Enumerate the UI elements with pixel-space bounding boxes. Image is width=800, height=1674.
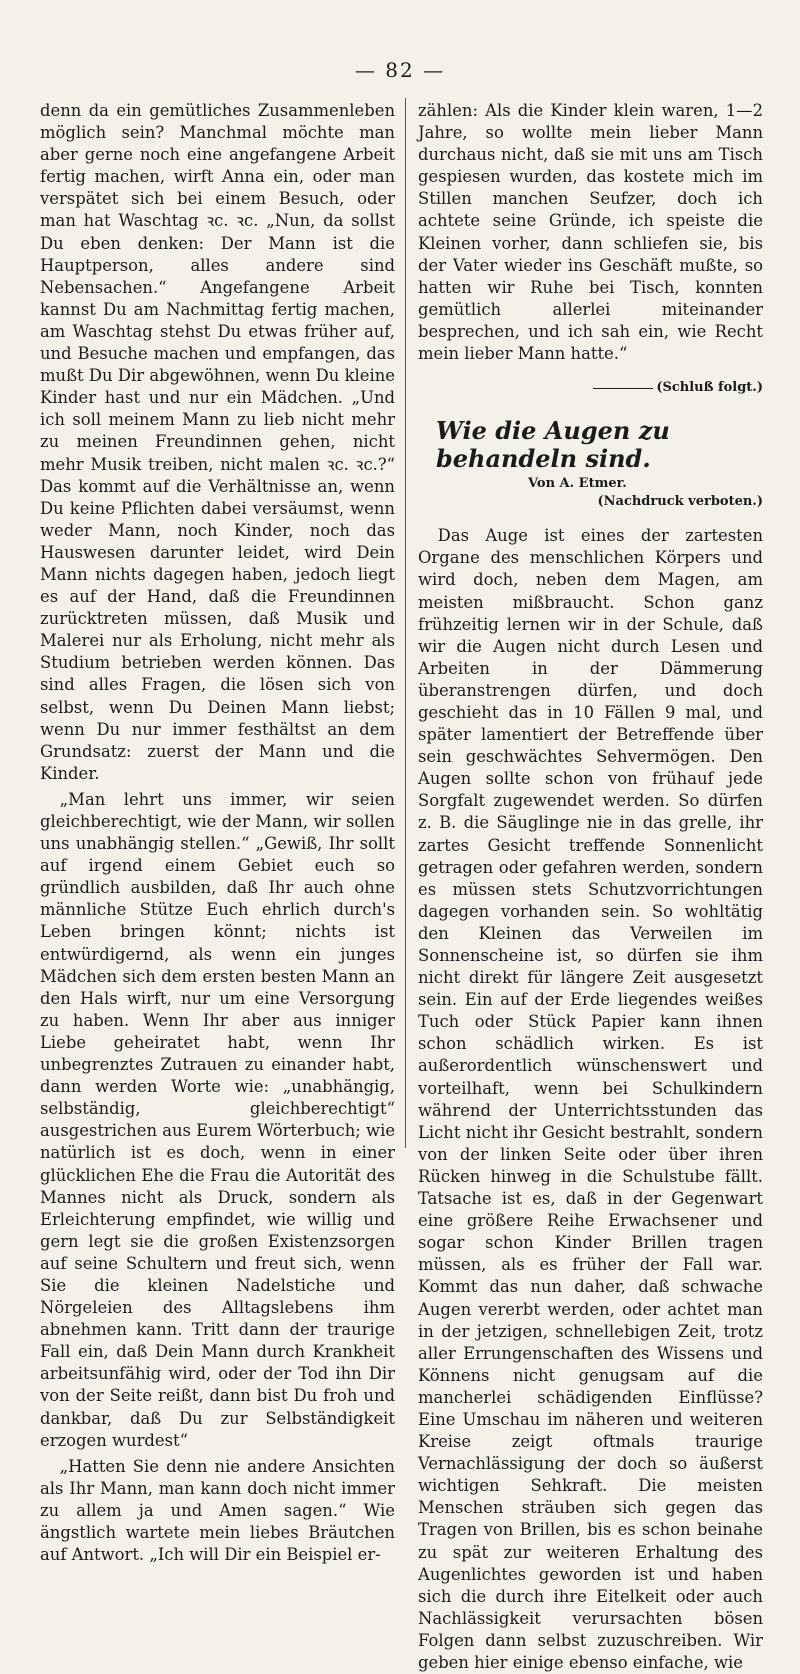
- paragraph: „Hatten Sie denn nie andere Ansichten als Ihr Mann, man kann doch nicht immer zu allem ja und Amen sagen.“ Wie ängstlich wartete mein liebes Bräutchen auf Antwort. „Ich will Dir ein Beispiel er-: [40, 1456, 395, 1565]
- article-title: Wie die Augen zu behandeln sind.: [436, 416, 670, 474]
- left-column: [40, 100, 395, 1566]
- right-column: [418, 100, 763, 1674]
- column-divider: [405, 98, 406, 1148]
- continued-note: (Schluß folgt.): [656, 380, 763, 396]
- paragraph: denn da ein gemütliches Zusammenleben möglich sein? Manchmal möchte man aber gerne noch eine angefangene Arbeit fertig machen, wirft Anna ein, oder man verspätet sich bei einem Besuch, oder man hat Waschtag ꝛc. ꝛc. „Nun, da sollst Du eben denken: Der Mann ist die Hauptperson, alles andere sind Nebensachen.“ Angefangene Arbeit kannst Du am Nachmittag fertig machen, am Waschtag stehst Du etwas früher auf, und Besuche machen und empfangen, das mußt Du Dir abgewöhnen, wenn Du kleine Kinder hast und nur ein Mädchen. „Und ich soll meinem Mann zu lieb nicht mehr zu meinen Freundinnen gehen, nicht mehr Musik treiben, nicht malen ꝛc. ꝛc.?“ Das kommt auf die Verhältnisse an, wenn Du keine Pflichten dabei versäumst, wenn weder Mann, noch Kinder, noch das Hauswesen darunter leidet, wird Dein Mann nichts dagegen haben, jedoch liegt es auf der Hand, daß die Freundinnen zurücktreten müssen, daß Musik und Malerei nur als Erholung, nicht mehr als Studium betrieben werden können. Das sind alles Fragen, die lösen sich von selbst, wenn Du Deinen Mann liebst; wenn Du nur immer festhältst an dem Grundsatz: zuerst der Mann und die Kinder.: [40, 101, 395, 783]
- section-end: [418, 377, 763, 399]
- article-body: Das Auge ist eines der zartesten Organe des menschlichen Körpers und wird doch, neben dem Magen, am meisten mißbraucht. Schon ganz frühzeitig lernen wir in der Schule, daß wir die Augen nicht durch Lesen und Arbeiten in der Dämmerung überanstrengen dürfen, und doch geschieht das in 10 Fällen 9 mal, und später lamentiert der Betreffende über sein geschwächtes Sehvermögen. Den Augen sollte schon von frühauf jede Sorgfalt zugewendet werden. So dürfen z. B. die Säuglinge nie in das grelle, ihr zartes Gesicht treffende Sonnenlicht getragen oder gefahren werden, sondern es müssen stets Schutzvorrichtungen dagegen vorhanden sein. So wohltätig den Kleinen das Verweilen im Sonnenscheine ist, so dürfen sie ihm nicht direkt für längere Zeit ausgesetzt sein. Ein auf der Erde liegendes weißes Tuch oder Stück Papier kann ihnen schon schädlich wirken. Es ist außerordentlich wünschenswert und vorteilhaft, wenn bei Schulkindern während der Unterrichtsstunden das Licht nicht ihr Gesicht bestrahlt, sondern von der linken Seite oder über ihren Rücken hinweg in die Schulstube fällt. Tatsache ist es, daß in der Gegenwart eine größere Reihe Erwachsener und sogar schon Kinder Brillen tragen müssen, als es früher der Fall war. Kommt das nun daher, daß schwache Augen vererbt werden, oder achtet man in der jetzigen, schnellebigen Zeit, trotz aller Errungenschaften des Wissens und Könnens nicht genugsam auf die mancherlei schädigenden Einflüsse? Eine Umschau im näheren und weiteren Kreise zeigt oftmals traurige Vernachlässigung der doch so äußerst wichtigen Sehkraft. Die meisten Menschen sträuben sich gegen das Tragen von Brillen, bis es schon beinahe zu spät zur weiteren Erhaltung des Augenlichtes geworden ist und haben sich die durch ihre Eitelkeit oder auch Nachlässigkeit verursachten bösen Folgen dann selbst zuzuschreiben. Wir geben hier einige ebenso einfache, wie: [418, 526, 763, 1672]
- article-author: Von A. Etmer.: [528, 476, 627, 492]
- paragraph-continuation: zählen: Als die Kinder klein waren, 1—2 Jahre, so wollte mein lieber Mann durchaus nicht, daß sie mit uns am Tisch gespiesen wurden, das kostete mich im Stillen manchen Seufzer, doch ich achtete seine Gründe, ich speiste die Kleinen vorher, dann schliefen sie, bis der Vater wieder ins Geschäft mußte, so hatten wir Ruhe bei Tisch, konnten gemütlich allerlei miteinander besprechen, und ich sah ein, wie Recht mein lieber Mann hatte.“: [418, 101, 763, 364]
- separator-line: [593, 388, 653, 389]
- page-number: — 82 —: [354, 58, 446, 82]
- reprint-notice: (Nachdruck verboten.): [597, 494, 763, 510]
- paragraph: „Man lehrt uns immer, wir seien gleichberechtigt, wie der Mann, wir sollen uns unabhängig stellen.“ „Gewiß, Ihr sollt auf irgend einem Gebiet euch so gründlich ausbilden, daß Ihr auch ohne männliche Stütze Euch ehrlich durch's Leben bringen könnt; nichts ist entwürdigernd, als wenn ein junges Mädchen sich dem ersten besten Mann an den Hals wirft, nur um eine Versorgung zu haben. Wenn Ihr aber aus inniger Liebe geheiratet habt, wenn Ihr unbegrenztes Zutrauen zu einander habt, dann werden Worte wie: „unabhängig, selbständig, gleichberechtigt“ ausgestrichen aus Eurem Wörterbuch; wie natürlich ist es doch, wenn in einer glücklichen Ehe die Frau die Autorität des Mannes nicht als Druck, sondern als Erleichterung empfindet, wie willig und gern legt sie die großen Existenzsorgen auf seine Schultern und freut sich, wenn Sie die kleinen Nadelstiche und Nörgeleien des Alltagslebens ihm abnehmen kann. Tritt dann der traurige Fall ein, daß Dein Mann durch Krankheit arbeitsunfähig wird, oder der Tod ihn Dir von der Seite reißt, dann bist Du froh und dankbar, daß Du zur Selbständigkeit erzogen wurdest“: [40, 789, 396, 1450]
